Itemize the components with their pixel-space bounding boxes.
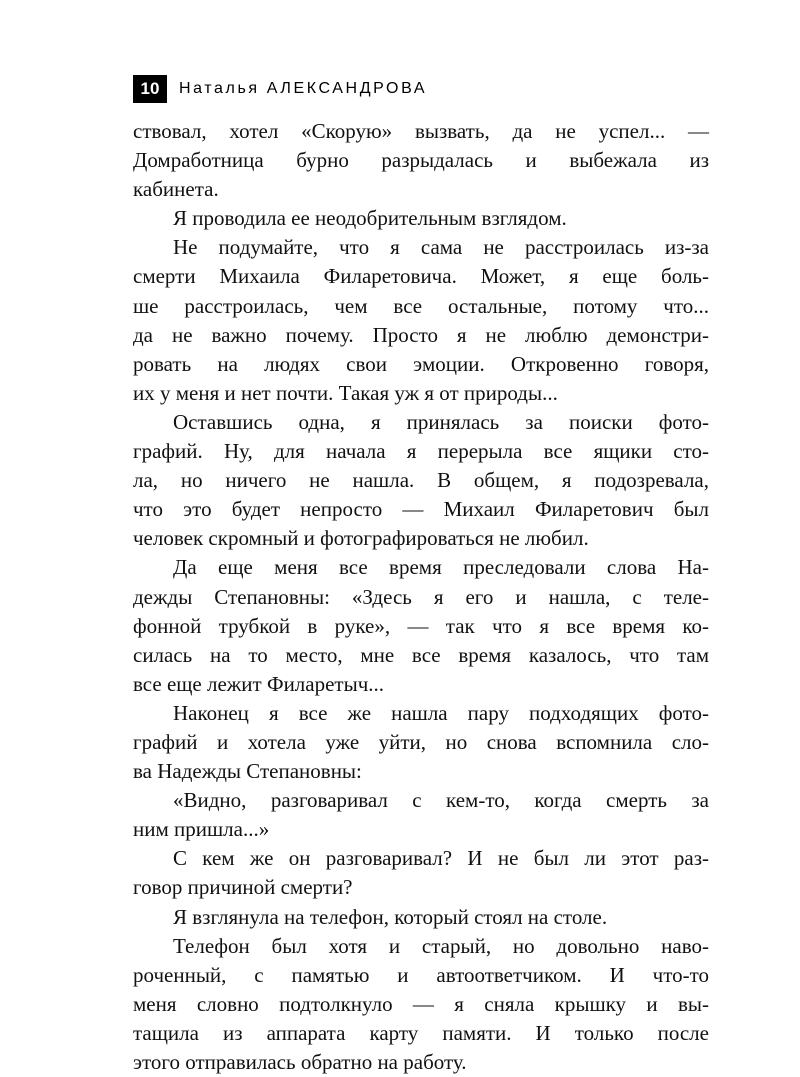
text-line: все еще лежит Филаретыч...	[133, 671, 385, 696]
text-line: ствовал, хотел «Скорую» вызвать, да не успел... —	[133, 119, 709, 143]
page-number: 10	[133, 75, 167, 103]
text-line: Я проводила ее неодобрительным взглядом.	[173, 206, 567, 231]
text-line: графий. Ну, для начала я перерыла все ящики сто-	[133, 439, 709, 464]
text-line: дежды Степановны: «Здесь я его и нашла, с теле-	[133, 584, 709, 609]
text-line: Телефон был хотя и старый, но довольно наво-	[173, 933, 709, 958]
text-line: да не важно почему. Просто я не люблю демонстри-	[133, 322, 709, 347]
text-line: ла, но ничего не нашла. В общем, я подозревала,	[133, 468, 709, 493]
text-line: меня словно подтолкнуло — я сняла крышку и вы-	[133, 991, 709, 1016]
text-line: смерти Михаила Филаретовича. Может, я еще боль-	[133, 264, 709, 289]
text-line: С кем же он разговаривал? И не был ли этот раз-	[173, 846, 709, 871]
text-line: ровать на людях свои эмоции. Откровенно говоря,	[133, 351, 709, 376]
text-line: роченный, с памятью и автоответчиком. И что-то	[133, 962, 709, 987]
text-line: Да еще меня все время преследовали слова На-	[173, 555, 709, 580]
author-name: Наталья АЛЕКСАНДРОВА	[179, 80, 428, 97]
text-line: что это будет непросто — Михаил Филаретович был	[133, 497, 709, 522]
text-line: ше расстроилась, чем все остальные, потому что...	[133, 293, 709, 318]
text-line: тащила из аппарата карту памяти. И только после	[133, 1020, 709, 1045]
text-line: «Видно, разговаривал с кем-то, когда смерть за	[173, 788, 709, 813]
text-line: Не подумайте, что я сама не расстроилась из-за	[173, 235, 709, 260]
text-line: Оставшись одна, я принялась за поиски фото-	[173, 409, 709, 434]
text-line: этого отправилась обратно на работу.	[133, 1050, 467, 1074]
text-line: ним пришла...»	[133, 817, 270, 842]
text-line: силась на то место, мне все время казалось, что там	[133, 642, 709, 667]
text-line: графий и хотела уже уйти, но снова вспомнила сло-	[133, 729, 709, 754]
text-line: человек скромный и фотографироваться не любил.	[133, 526, 589, 551]
text-line: фонной трубкой в руке», — так что я все время ко-	[133, 613, 709, 638]
text-line: говор причиной смерти?	[133, 875, 353, 900]
text-line: Я взглянула на телефон, который стоял на столе.	[173, 904, 608, 929]
text-line: ва Надежды Степановны:	[133, 759, 362, 784]
text-line: их у меня и нет почти. Такая уж я от природы...	[133, 380, 558, 405]
body-text	[133, 117, 709, 1077]
text-line: кабинета.	[133, 177, 219, 202]
text-line: Наконец я все же нашла пару подходящих фото-	[173, 700, 709, 725]
running-header	[133, 75, 427, 103]
text-line: Домработница бурно разрыдалась и выбежала из	[133, 148, 709, 173]
